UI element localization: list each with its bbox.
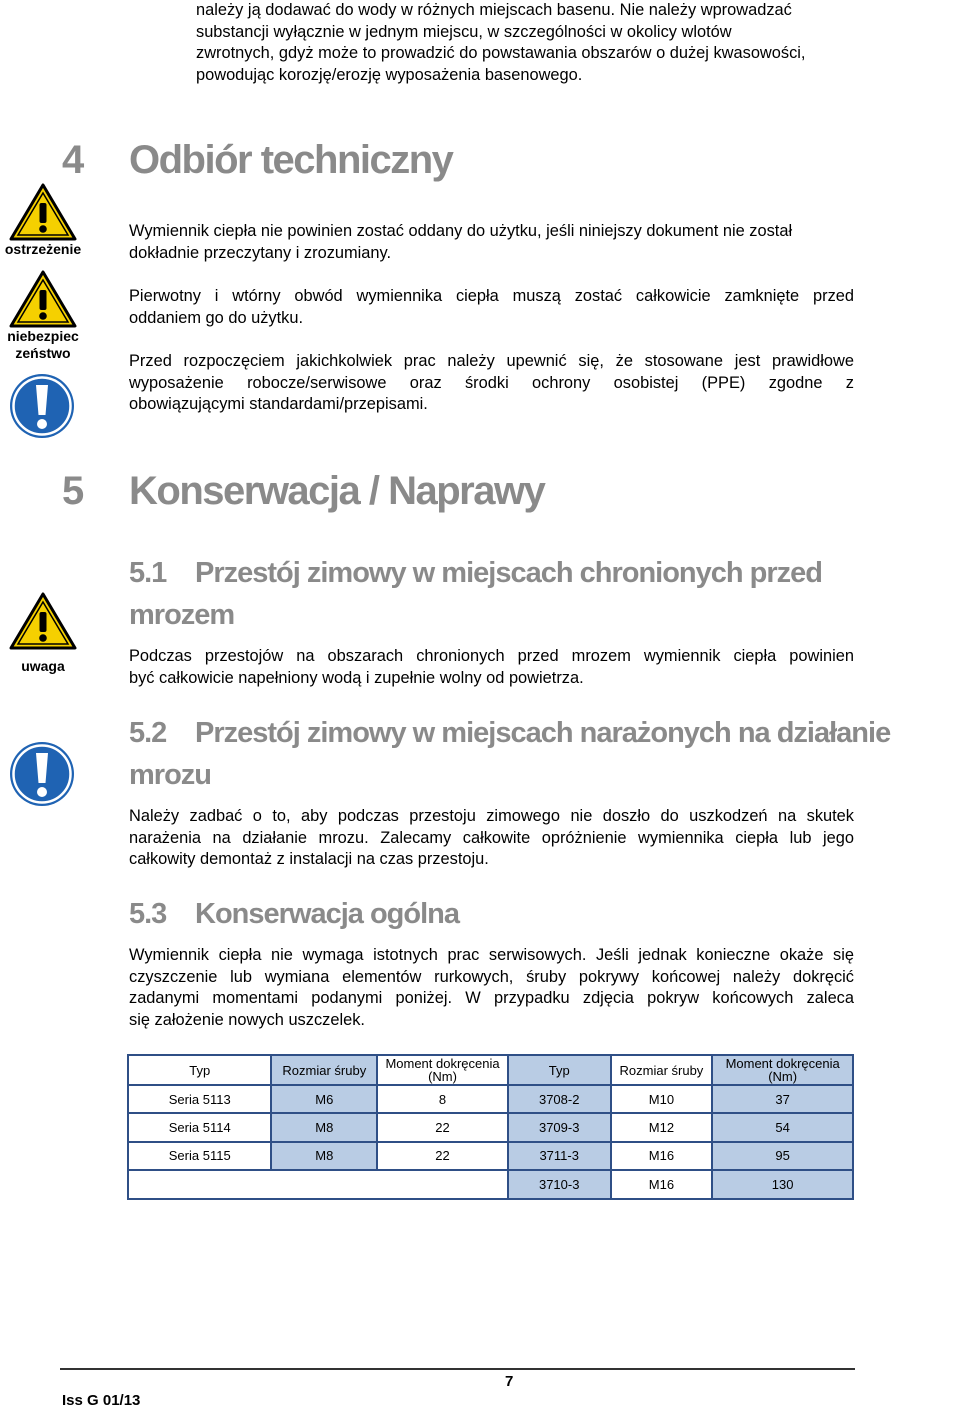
warning-label: ostrzeżenie <box>4 241 82 257</box>
heading-line <box>129 552 929 594</box>
table-cell: 3711-3 <box>508 1142 611 1170</box>
table-cell: Seria 5114 <box>128 1113 271 1141</box>
table-header-row <box>128 1055 853 1085</box>
table-row <box>128 1085 853 1113</box>
section-5-heading <box>62 469 762 519</box>
paragraph-line: Wymiennik ciepła nie powinien zostać oddany do użytku, jeśli niniejszy dokument nie został <box>129 222 793 240</box>
mandatory-exclamation-icon <box>9 373 75 439</box>
table-cell: 8 <box>377 1085 508 1113</box>
table-cell: M10 <box>611 1085 713 1113</box>
table-header-cell: Typ <box>508 1055 611 1085</box>
table-row <box>128 1170 853 1198</box>
table-header-cell: Rozmiar śruby <box>271 1055 377 1085</box>
mandatory-exclamation-icon <box>9 741 75 807</box>
intro-line: substancji wyłącznie w jednym miejscu, w szczególności w okolicy wlotów <box>196 22 732 41</box>
paragraph-line: całkowity demontaż z instalacji na czas przestoju. <box>129 850 489 869</box>
caution-label: uwaga <box>21 658 65 674</box>
table-cell: Seria 5115 <box>128 1142 271 1170</box>
section-5-2-heading <box>129 712 959 796</box>
section-5-3-title: Konserwacja ogólna <box>195 898 460 930</box>
heading-line: mrozem <box>129 599 235 631</box>
paragraph-line: Podczas przestojów na obszarach chronionych przed mrozem wymiennik ciepła powinien <box>129 647 854 665</box>
section-4-heading <box>62 138 762 188</box>
table-cell: M6 <box>271 1085 377 1113</box>
paragraph-line: Należy zadbać o to, aby podczas przestoju zimowego nie doszło do uszkodzeń na skutek <box>129 807 854 825</box>
paragraph-line: narażenia na działanie mrozu. Zalecamy całkowite opróżnienie wymiennika ciepła lub jego <box>129 828 854 847</box>
paragraph-line: być całkowicie napełniony wodą i zupełnie wolny od powietrza. <box>129 668 584 687</box>
section-5-1-paragraph <box>129 646 854 689</box>
table-cell: 95 <box>712 1142 853 1170</box>
table-row <box>128 1113 853 1141</box>
table-cell: 3710-3 <box>508 1170 611 1198</box>
table-header-cell: Moment dokręcenia (Nm) <box>712 1055 853 1085</box>
table-header-cell: Typ <box>128 1055 271 1085</box>
heading-line: mrozu <box>129 759 211 791</box>
table-cell: 54 <box>712 1113 853 1141</box>
table-cell: M16 <box>611 1142 713 1170</box>
paragraph-line: wyposażenie robocze/serwisowe oraz środki ochrony osobistej (PPE) zgodne z <box>129 373 854 392</box>
section-5-title: Konserwacja / Naprawy <box>129 469 545 513</box>
section-5-1-heading <box>129 552 929 636</box>
section-5-3-paragraph <box>129 945 854 1031</box>
caution-triangle-icon <box>9 592 77 650</box>
table-header-cell: Moment dokręcenia (Nm) <box>377 1055 508 1085</box>
intro-line: należy ją dodawać do wody w różnych miejscach basenu. Nie należy wprowadzać <box>196 1 792 19</box>
table-row <box>128 1142 853 1170</box>
section-5-1-number: 5.1 <box>129 557 167 589</box>
danger-label-line: niebezpiec <box>7 328 79 344</box>
paragraph-line: dokładnie przeczytany i zrozumiany. <box>129 243 392 262</box>
section-4-paragraph-1 <box>129 221 854 264</box>
section-4-paragraph-2 <box>129 286 854 329</box>
section-5-2-number: 5.2 <box>129 717 167 749</box>
table-cell: Seria 5113 <box>128 1085 271 1113</box>
section-4-number: 4 <box>62 138 83 182</box>
paragraph-line: Przed rozpoczęciem jakichkolwiek prac należy upewnić się, że stosowane jest prawidłowe <box>129 352 854 370</box>
section-4-title: Odbiór techniczny <box>129 138 453 182</box>
table-cell: 130 <box>712 1170 853 1198</box>
table-cell: M16 <box>611 1170 713 1198</box>
intro-paragraph <box>196 0 854 86</box>
intro-line: powodując korozję/erozję wyposażenia basenowego. <box>196 65 583 84</box>
table-cell: M12 <box>611 1113 713 1141</box>
paragraph-line: się założenie nowych uszczelek. <box>129 1010 365 1029</box>
paragraph-line: oddaniem go do użytku. <box>129 308 304 327</box>
table-header-cell: Rozmiar śruby <box>611 1055 713 1085</box>
table-cell: M8 <box>271 1113 377 1141</box>
table-cell: 3708-2 <box>508 1085 611 1113</box>
danger-label-line: zeństwo <box>15 345 71 361</box>
table-cell: M8 <box>271 1142 377 1170</box>
danger-label <box>0 328 86 362</box>
section-4-paragraph-3 <box>129 351 854 416</box>
section-5-2-title: Przestój zimowy w miejscach narażonych na działanie <box>195 717 891 749</box>
paragraph-line: obowiązującymi standardami/przepisami. <box>129 395 428 414</box>
page-number: 7 <box>505 1373 514 1390</box>
issue-code: Iss G 01/13 <box>62 1392 141 1409</box>
paragraph-line: zadanymi momentami podanymi poniżej. W przypadku zdjęcia pokryw końcowych zaleca <box>129 989 854 1008</box>
warning-triangle-icon <box>9 183 77 241</box>
torque-table <box>127 1054 854 1200</box>
paragraph-line: czyszczenie lub wymiana elementów rurkowych, śruby pokrywy końcowej należy dokręcić <box>129 967 854 986</box>
paragraph-line: Wymiennik ciepła nie wymaga istotnych prac serwisowych. Jeśli jednak konieczne okaże się <box>129 946 854 964</box>
table-cell-empty <box>128 1170 508 1198</box>
intro-line: zwrotnych, gdyż może to prowadzić do powstawania obszarów o dużej kwasowości, <box>196 44 806 63</box>
section-5-number: 5 <box>62 469 83 513</box>
section-5-3-number: 5.3 <box>129 898 167 930</box>
section-5-3-heading <box>129 893 929 935</box>
section-5-2-paragraph <box>129 806 854 871</box>
footer-divider <box>60 1368 855 1370</box>
table-cell: 37 <box>712 1085 853 1113</box>
section-5-1-title: Przestój zimowy w miejscach chronionych przed <box>195 557 823 589</box>
table-cell: 22 <box>377 1113 508 1141</box>
table-cell: 22 <box>377 1142 508 1170</box>
danger-triangle-icon <box>9 270 77 328</box>
table-cell: 3709-3 <box>508 1113 611 1141</box>
paragraph-line: Pierwotny i wtórny obwód wymiennika ciepła muszą zostać całkowicie zamknięte przed <box>129 287 854 305</box>
heading-line <box>129 712 959 754</box>
